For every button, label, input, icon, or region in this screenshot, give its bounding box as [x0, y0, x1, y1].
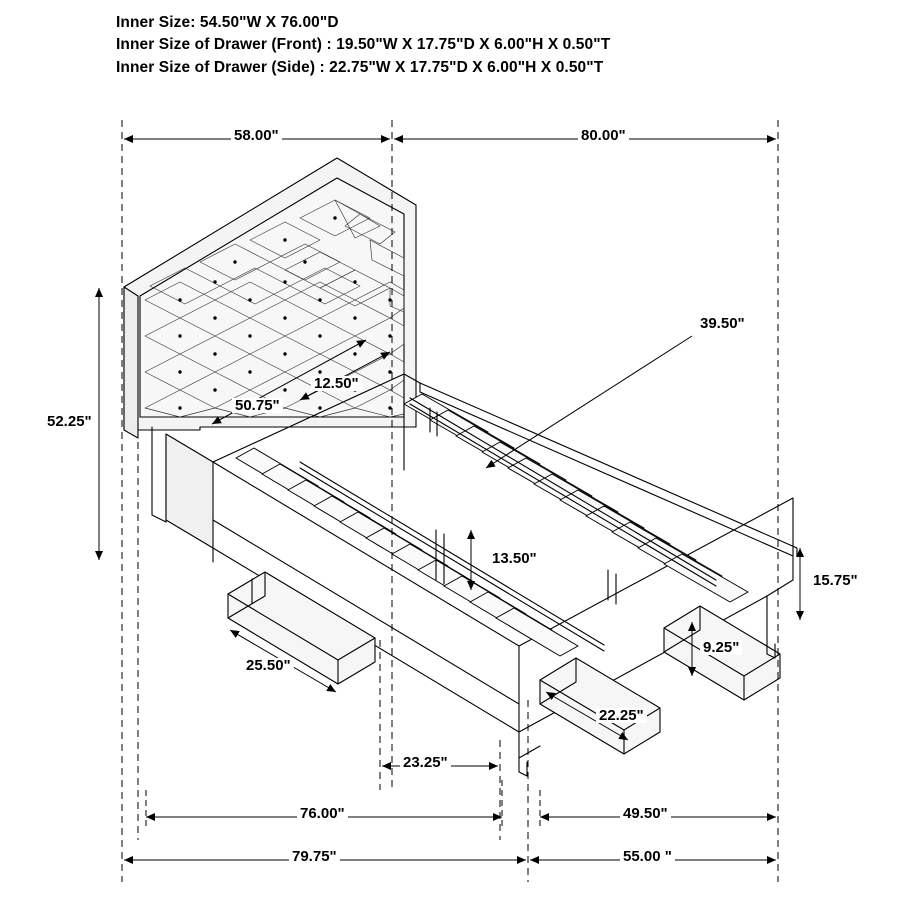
dim-label-headboard-gap: 12.50"	[311, 376, 362, 391]
dim-label-bottom-left-lower: 79.75"	[289, 849, 340, 864]
dim-label-drawer-height: 9.25"	[700, 640, 742, 655]
dim-label-top-left: 58.00"	[231, 128, 282, 143]
dim-label-top-right: 80.00"	[578, 128, 629, 143]
dim-label-front-drawer-width: 22.25"	[596, 708, 647, 723]
spec-line-drawer-front: Inner Size of Drawer (Front) : 19.50"W X 17.75"D X 6.00"H X 0.50"T	[116, 36, 611, 54]
spec-line-drawer-side: Inner Size of Drawer (Side) : 22.75"W X 17.75"D X 6.00"H X 0.50"T	[116, 58, 604, 76]
dim-label-headboard-height: 52.25"	[44, 414, 95, 429]
dim-label-slat-callout: 39.50"	[697, 316, 748, 331]
spec-line-inner-size: Inner Size: 54.50"W X 76.00"D	[116, 14, 339, 31]
dim-label-foot-gap: 23.25"	[400, 755, 451, 770]
dim-label-headboard-panel: 50.75"	[232, 398, 283, 413]
dim-label-bottom-right-lower: 55.00 "	[620, 849, 675, 864]
dim-label-side-drawer-width: 25.50"	[243, 658, 294, 673]
dim-label-bottom-right-upper: 49.50"	[620, 806, 671, 821]
dim-label-slat-height: 13.50"	[489, 551, 540, 566]
dim-label-bottom-left-upper: 76.00"	[297, 806, 348, 821]
dim-label-frame-right-height: 15.75"	[810, 573, 861, 588]
